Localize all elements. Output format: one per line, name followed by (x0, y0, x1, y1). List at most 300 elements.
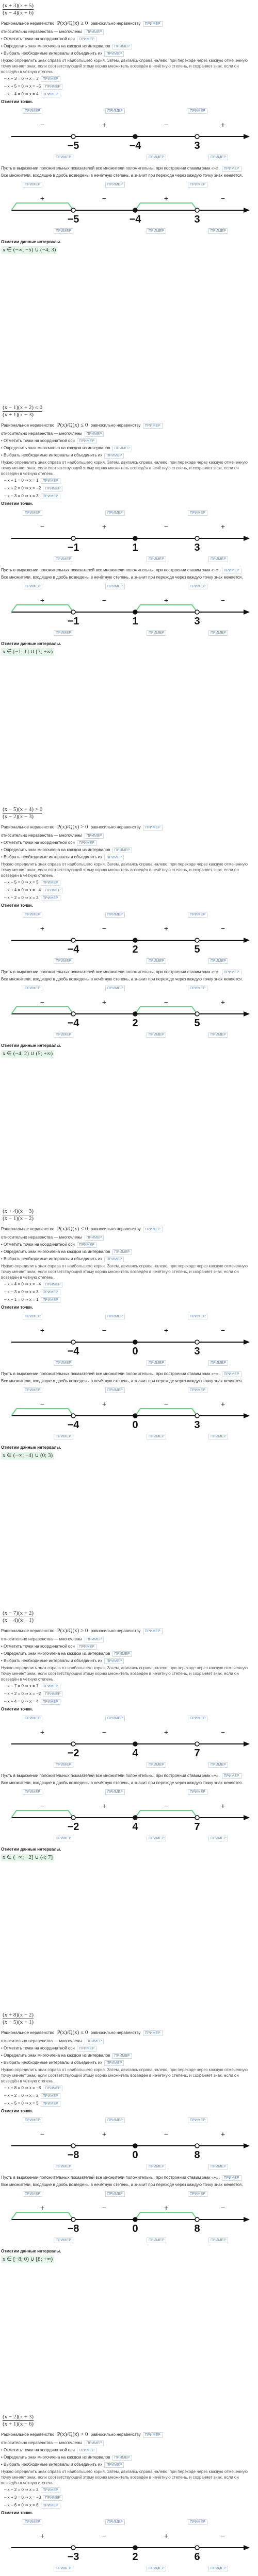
number-line (1, 509, 252, 565)
choose-line: • Выбрать необходимые интервалы и объединить их ПРИМЕР (1, 50, 252, 57)
example-link[interactable]: ПРИМЕР (143, 825, 163, 831)
example-link[interactable]: ПРИМЕР (222, 1371, 241, 1377)
axis-point (195, 610, 199, 614)
example-link[interactable]: ПРИМЕР (41, 1699, 60, 1705)
rule-text: Нужно определить знак справа от наибольшего корня. Затем, двигаясь справа налево, при переходе через каждую отмеченную точку меняет знак, если соответствующий этому корню множитель возведён в нечётную степень, и сохраняет знак, если он возведён в чётную степень. (1, 2469, 248, 2485)
example-link[interactable]: ПРИМЕР (85, 29, 104, 35)
solution-block (1, 2010, 252, 2264)
odd-degree-note: Все множители, входящие в дробь возведены в нечётную степень, а значит при переходе через каждую точку знак меняется. (1, 575, 243, 580)
axis-arrow (244, 938, 250, 943)
axis-arrow (244, 1741, 250, 1747)
odd-degree-note: Все множители, входящие в дробь возведены в нечётную степень, а значит при переходе через каждую точку знак меняется. (1, 1781, 243, 1785)
example-link[interactable]: ПРИМЕР (41, 880, 60, 886)
root-line: – x − 7 = 0 ⇒ x = 7 ПРИМЕР (4, 1683, 252, 1690)
example-link[interactable]: ПРИМЕР (222, 166, 241, 172)
equiv-line: относительно неравенства — многочлены ПРИМЕР (1, 2038, 252, 2045)
example-link[interactable]: ПРИМЕР (54, 2566, 73, 2571)
example-link[interactable]: ПРИМЕР (222, 1773, 241, 1779)
formula-numerator: (x + 3)(x + 5) (3, 3, 34, 9)
example-link[interactable]: ПРИМЕР (85, 2441, 104, 2446)
example-link[interactable]: ПРИМЕР (54, 1762, 73, 1768)
example-link[interactable]: ПРИМЕР (41, 76, 60, 82)
axis-point (133, 938, 137, 942)
example-link[interactable]: ПРИМЕР (147, 556, 166, 562)
example-link[interactable]: ПРИМЕР (112, 44, 132, 49)
example-link[interactable]: ПРИМЕР (23, 2117, 42, 2123)
formula-denominator: (x + 1)(x − 3) (3, 411, 42, 418)
example-link[interactable]: ПРИМЕР (112, 1249, 132, 1255)
example-link[interactable]: ПРИМЕР (77, 2046, 96, 2052)
example-link[interactable]: ПРИМЕР (143, 2030, 163, 2036)
example-link[interactable]: ПРИМЕР (208, 2164, 228, 2170)
solution-block (1, 1608, 252, 1862)
root-line: – x − 3 = 0 ⇒ x = 3 ПРИМЕР (4, 1289, 252, 1296)
plus-note-line: Пусть в выражении положительных показателей все множители положительны; при построении ставим знак «+». ПРИМЕР (1, 567, 252, 574)
axis-arrow (244, 1815, 250, 1820)
find-roots-line: • Отметить точки на координатной оси ПРИМЕР (1, 36, 252, 43)
interval-sign: + (164, 596, 169, 604)
example-link[interactable]: ПРИМЕР (23, 108, 42, 114)
answer-formula: x ∈ (−4; 2) ∪ (5; +∞) (1, 1050, 54, 1058)
example-link[interactable]: ПРИМЕР (188, 2117, 207, 2123)
interval-sign: + (220, 1802, 225, 1810)
example-link[interactable]: ПРИМЕР (208, 1836, 228, 1841)
example-link[interactable]: ПРИМЕР (112, 1651, 132, 1657)
interval-sign: − (164, 1802, 169, 1810)
odd-degree-note: Все множители, входящие в дробь возведены в нечётную степень, а значит при переходе через каждую точку знак меняется. (1, 2182, 243, 2187)
axis-point-label: −8 (67, 2223, 79, 2234)
example-link[interactable]: ПРИМЕР (105, 2519, 125, 2525)
root-line: – x − 2 = 0 ⇒ x = 2 ПРИМЕР (4, 895, 252, 902)
example-link[interactable]: ПРИМЕР (77, 37, 96, 42)
example-link[interactable]: ПРИМЕР (143, 21, 163, 27)
example-link[interactable]: ПРИМЕР (23, 2191, 42, 2197)
axis-arrow (244, 208, 250, 213)
axis-point (195, 1340, 199, 1344)
formula-numerator: (x − 1)(x + 2) ≤ 0 (3, 404, 43, 411)
example-link[interactable]: ПРИМЕР (41, 478, 60, 484)
number-line (1, 582, 252, 639)
axis-point-label: 8 (194, 2223, 200, 2234)
axis-point-label: 1 (132, 542, 138, 553)
problem-formula (1, 806, 44, 821)
axis-arrow (244, 2143, 250, 2148)
axis-point-label: 4 (132, 1821, 138, 1833)
example-link[interactable]: ПРИМЕР (105, 108, 125, 114)
formula-denominator: (x − 5)(x + 1) (3, 2019, 34, 2025)
example-link[interactable]: ПРИМЕР (54, 1836, 73, 1841)
example-link[interactable]: ПРИМЕР (41, 2503, 60, 2509)
mark-intervals-heading: Отметим данные интервалы. (1, 1847, 61, 1852)
rule-text: Нужно определить знак справа от наибольшего корня. Затем, двигаясь справа налево, при переходе через каждую отмеченную точку меняет знак, если соответствующий этому корню множитель возведён в нечётную степень, и сохраняет знак, если он возведён в чётную степень. (1, 1264, 248, 1280)
example-link[interactable]: ПРИМЕР (54, 1032, 73, 1038)
example-link[interactable]: ПРИМЕР (222, 2175, 241, 2181)
axis-point (133, 1816, 137, 1820)
example-link[interactable]: ПРИМЕР (85, 1235, 104, 1241)
example-link[interactable]: ПРИМЕР (23, 2519, 42, 2525)
axis-point (71, 1816, 75, 1820)
formula-numerator: (x − 2)(x + 3) (3, 2414, 34, 2420)
example-link[interactable]: ПРИМЕР (77, 1242, 96, 1248)
example-link[interactable]: ПРИМЕР (208, 1032, 228, 1038)
example-link[interactable]: ПРИМЕР (43, 2495, 62, 2501)
example-link[interactable]: ПРИМЕР (147, 2238, 166, 2243)
example-link[interactable]: ПРИМЕР (105, 1789, 125, 1795)
example-link[interactable]: ПРИМЕР (112, 2455, 132, 2461)
axis-point-label: −4 (129, 140, 141, 151)
example-link[interactable]: ПРИМЕР (104, 1658, 124, 1664)
rule-text: Нужно определить знак справа от наибольшего корня. Затем, двигаясь справа налево, при переходе через каждую отмеченную точку меняет знак, если соответствующий этому корню множитель возведён в нечётную степень, и сохраняет знак, если он возведён в чётную степень. (1, 460, 248, 476)
example-link[interactable]: ПРИМЕР (143, 2432, 163, 2438)
example-link[interactable]: ПРИМЕР (41, 494, 60, 499)
number-line (1, 1312, 252, 1369)
axis-arrow (244, 536, 250, 541)
example-link[interactable]: ПРИМЕР (41, 92, 60, 97)
example-link[interactable]: ПРИМЕР (188, 108, 207, 114)
axis-point-label: −5 (67, 214, 79, 225)
equiv-line: относительно неравенства — многочлены ПРИМЕР (1, 2440, 252, 2447)
solution-block (1, 403, 252, 657)
plus-note-line: Пусть в выражении положительных показателей все множители положительны; при построении ставим знак «+». ПРИМЕР (1, 1773, 252, 1780)
example-link[interactable]: ПРИМЕР (23, 986, 42, 991)
selected-interval (11, 1007, 73, 1014)
example-link[interactable]: ПРИМЕР (23, 1387, 42, 1393)
example-link[interactable]: ПРИМЕР (112, 848, 132, 853)
interval-sign: + (164, 2204, 169, 2212)
axis-point-label: −2 (67, 1821, 79, 1833)
interval-sign: − (102, 596, 107, 604)
example-link[interactable]: ПРИМЕР (188, 510, 207, 516)
example-link[interactable]: ПРИМЕР (54, 2238, 73, 2243)
axis-point (71, 1340, 75, 1344)
intro-formula: P(x)/Q(x) ≤ 0 (57, 2029, 88, 2036)
example-link[interactable]: ПРИМЕР (147, 2566, 166, 2571)
example-link[interactable]: ПРИМЕР (41, 1297, 60, 1303)
formula-denominator: (x − 4)(x + 6) (3, 10, 34, 16)
example-link[interactable]: ПРИМЕР (208, 2566, 228, 2571)
interval-sign: − (102, 194, 107, 202)
example-link[interactable]: ПРИМЕР (208, 958, 228, 964)
example-link[interactable]: ПРИМЕР (23, 912, 42, 918)
example-link[interactable]: ПРИМЕР (208, 1360, 228, 1366)
example-link[interactable]: ПРИМЕР (43, 888, 62, 893)
interval-sign: + (102, 2130, 107, 2138)
example-link[interactable]: ПРИМЕР (54, 556, 73, 562)
axis-arrow (244, 1340, 250, 1345)
example-link[interactable]: ПРИМЕР (43, 486, 62, 492)
axis-point-label: 4 (132, 1748, 138, 1759)
example-link[interactable]: ПРИМЕР (147, 1434, 166, 1439)
formula-denominator: (x + 1)(x − 6) (3, 2421, 34, 2427)
mark-points-heading: Отметим точки. (1, 1707, 33, 1711)
example-link[interactable]: ПРИМЕР (54, 630, 73, 636)
interval-sign: + (164, 1728, 169, 1736)
example-link[interactable]: ПРИМЕР (54, 958, 73, 964)
example-link[interactable]: ПРИМЕР (85, 2039, 104, 2044)
axis-point-label: 7 (194, 1821, 200, 1833)
example-link[interactable]: ПРИМЕР (23, 1716, 42, 1721)
interval-sign: − (220, 1728, 225, 1736)
example-link[interactable]: ПРИМЕР (104, 2462, 124, 2468)
choose-line: • Выбрать необходимые интервалы и объединить их ПРИМЕР (1, 1256, 252, 1263)
problem-formula (1, 2, 35, 17)
example-link[interactable]: ПРИМЕР (188, 1716, 207, 1721)
equiv-line: относительно неравенства — многочлены ПРИМЕР (1, 1234, 252, 1241)
example-link[interactable]: ПРИМЕР (41, 2101, 60, 2107)
example-link[interactable]: ПРИМЕР (104, 855, 124, 860)
interval-sign: + (40, 2532, 45, 2540)
odd-degree-note: Все множители, входящие в дробь возведены в нечётную степень, а значит при переходе через каждую точку знак меняется. (1, 173, 243, 178)
example-link[interactable]: ПРИМЕР (23, 1314, 42, 1319)
example-link[interactable]: ПРИМЕР (105, 182, 125, 188)
root-line: – x − 5 = 0 ⇒ x = 5 ПРИМЕР (4, 2100, 252, 2107)
intro-line: Рациональное неравенство P(x)/Q(x) > 0 равносильно неравенству ПРИМЕР (1, 822, 252, 832)
selected-interval (135, 2212, 197, 2219)
axis-point-label: 7 (194, 1748, 200, 1759)
example-link[interactable]: ПРИМЕР (147, 155, 166, 160)
interval-sign: − (40, 998, 45, 1006)
axis-point (133, 1012, 137, 1016)
example-link[interactable]: ПРИМЕР (143, 1629, 163, 1634)
intro-formula: P(x)/Q(x) ≥ 0 (57, 1628, 88, 1634)
solution-block (1, 2412, 252, 2576)
formula-denominator: (x − 4)(x − 1) (3, 1617, 34, 1623)
interval-sign: + (40, 1326, 45, 1334)
interval-sign: + (164, 924, 169, 933)
example-link[interactable]: ПРИМЕР (105, 2117, 125, 2123)
axis-point (71, 536, 75, 540)
axis-point-label: −4 (67, 1346, 79, 1357)
rule-text: Нужно определить знак справа от наибольшего корня. Затем, двигаясь справа налево, при переходе через каждую отмеченную точку меняет знак, если соответствующий этому корню множитель возведён в нечётную степень, и сохраняет знак, если он возведён в чётную степень. (1, 2067, 248, 2083)
example-link[interactable]: ПРИМЕР (41, 2487, 60, 2493)
example-link[interactable]: ПРИМЕР (188, 1314, 207, 1319)
example-link[interactable]: ПРИМЕР (208, 1762, 228, 1768)
axis-point (195, 2144, 199, 2148)
mark-intervals-heading: Отметим данные интервалы. (1, 1043, 61, 1048)
example-link[interactable]: ПРИМЕР (188, 1387, 207, 1393)
axis-point-label: −2 (67, 1748, 79, 1759)
axis-point (71, 2546, 75, 2550)
choose-line: • Выбрать необходимые интервалы и объединить их ПРИМЕР (1, 854, 252, 861)
equiv-line: относительно неравенства — многочлены ПРИМЕР (1, 29, 252, 36)
root-line: – x − 6 = 0 ⇒ x = 6 ПРИМЕР (4, 2502, 252, 2509)
example-link[interactable]: ПРИМЕР (105, 584, 125, 589)
problem-formula (1, 1208, 35, 1223)
example-link[interactable]: ПРИМЕР (41, 2093, 60, 2099)
axis-point-label: 8 (194, 2149, 200, 2161)
example-link[interactable]: ПРИМЕР (43, 2086, 62, 2091)
number-line (1, 2116, 252, 2173)
root-line: – x + 2 = 0 ⇒ x = −2 ПРИМЕР (4, 1691, 252, 1698)
interval-sign: − (220, 596, 225, 604)
intro-formula: P(x)/Q(x) > 0 (57, 824, 88, 830)
mark-intervals-heading: Отметим данные интервалы. (1, 240, 61, 244)
interval-sign: − (40, 121, 45, 129)
interval-sign: + (40, 194, 45, 202)
example-link[interactable]: ПРИМЕР (105, 2191, 125, 2197)
example-link[interactable]: ПРИМЕР (188, 986, 207, 991)
axis-point (71, 208, 75, 212)
example-link[interactable]: ПРИМЕР (143, 1227, 163, 1232)
example-link[interactable]: ПРИМЕР (222, 568, 241, 573)
solution-block (1, 1, 252, 255)
example-link[interactable]: ПРИМЕР (208, 630, 228, 636)
root-line: – x − 1 = 0 ⇒ x = 1 ПРИМЕР (4, 478, 252, 484)
example-link[interactable]: ПРИМЕР (147, 1032, 166, 1038)
example-link[interactable]: ПРИМЕР (208, 1434, 228, 1439)
axis-arrow (244, 609, 250, 615)
axis-point-label: 0 (132, 2149, 138, 2161)
interval-sign: + (220, 522, 225, 531)
example-link[interactable]: ПРИМЕР (208, 2238, 228, 2243)
answer-formula: x ∈ (−∞; −2] ∪ (4; 7] (1, 1854, 54, 1861)
number-line (1, 984, 252, 1041)
formula-numerator: (x + 8)(x − 2) (3, 2012, 34, 2018)
example-link[interactable]: ПРИМЕР (147, 958, 166, 964)
axis-point (133, 2546, 137, 2550)
example-link[interactable]: ПРИМЕР (188, 2519, 207, 2525)
axis-point-label: 3 (194, 616, 200, 627)
root-line: – x − 1 = 0 ⇒ x = 1 ПРИМЕР (4, 1297, 252, 1303)
det-sign-line: • Определить знак многочлена на каждом из интервалов ПРИМЕР (1, 1651, 252, 1657)
axis-point-label: 0 (132, 2223, 138, 2234)
axis-point-label: 6 (194, 2551, 200, 2563)
interval-sign: + (102, 1802, 107, 1810)
axis-point-label: −3 (67, 2551, 79, 2563)
axis-point-label: −1 (67, 542, 79, 553)
example-link[interactable]: ПРИМЕР (147, 2164, 166, 2170)
example-link[interactable]: ПРИМЕР (112, 446, 132, 451)
axis-point (133, 1414, 137, 1418)
problem-formula (1, 404, 44, 419)
example-link[interactable]: ПРИМЕР (23, 1789, 42, 1795)
example-link[interactable]: ПРИМЕР (85, 431, 104, 437)
example-link[interactable]: ПРИМЕР (85, 833, 104, 839)
interval-sign: − (220, 2532, 225, 2540)
axis-point-label: −8 (67, 2149, 79, 2161)
example-link[interactable]: ПРИМЕР (105, 912, 125, 918)
example-link[interactable]: ПРИМЕР (147, 1762, 166, 1768)
example-link[interactable]: ПРИМЕР (77, 1644, 96, 1650)
example-link[interactable]: ПРИМЕР (104, 1257, 124, 1262)
example-link[interactable]: ПРИМЕР (104, 453, 124, 459)
example-link[interactable]: ПРИМЕР (147, 228, 166, 234)
example-link[interactable]: ПРИМЕР (188, 1789, 207, 1795)
axis-point (133, 1340, 137, 1344)
example-link[interactable]: ПРИМЕР (104, 2060, 124, 2066)
axis-point-label: 0 (132, 1419, 138, 1431)
det-sign-line: • Определить знак многочлена на каждом из интервалов ПРИМЕР (1, 2053, 252, 2059)
example-link[interactable]: ПРИМЕР (208, 228, 228, 234)
example-link[interactable]: ПРИМЕР (112, 2053, 132, 2059)
intro-formula: P(x)/Q(x) < 0 (57, 1226, 88, 1232)
number-line (1, 1714, 252, 1771)
example-link[interactable]: ПРИМЕР (188, 182, 207, 188)
example-link[interactable]: ПРИМЕР (43, 1282, 62, 1287)
mark-points-heading: Отметим точки. (1, 501, 33, 506)
axis-point (71, 1414, 75, 1418)
example-link[interactable]: ПРИМЕР (77, 438, 96, 444)
interval-sign: + (40, 596, 45, 604)
axis-point-label: 2 (132, 944, 138, 955)
example-link[interactable]: ПРИМЕР (105, 1314, 125, 1319)
example-link[interactable]: ПРИМЕР (105, 1387, 125, 1393)
axis-point (195, 2546, 199, 2550)
example-link[interactable]: ПРИМЕР (23, 510, 42, 516)
example-link[interactable]: ПРИМЕР (188, 2191, 207, 2197)
interval-sign: + (164, 1326, 169, 1334)
example-link[interactable]: ПРИМЕР (105, 986, 125, 991)
interval-sign: − (40, 2130, 45, 2138)
example-link[interactable]: ПРИМЕР (54, 1360, 73, 1366)
example-link[interactable]: ПРИМЕР (41, 895, 60, 901)
example-link[interactable]: ПРИМЕР (222, 970, 241, 975)
axis-arrow (244, 2217, 250, 2222)
example-link[interactable]: ПРИМЕР (54, 1434, 73, 1439)
interval-sign: − (164, 522, 169, 531)
example-link[interactable]: ПРИМЕР (41, 1684, 60, 1689)
example-link[interactable]: ПРИМЕР (188, 912, 207, 918)
interval-sign: − (102, 1728, 107, 1736)
interval-sign: − (164, 121, 169, 129)
intro-line: Рациональное неравенство P(x)/Q(x) ≥ 0 равносильно неравенству ПРИМЕР (1, 19, 252, 28)
example-link[interactable]: ПРИМЕР (23, 584, 42, 589)
selected-interval (135, 1810, 197, 1818)
det-sign-line: • Определить знак многочлена на каждом из интервалов ПРИМЕР (1, 445, 252, 452)
example-link[interactable]: ПРИМЕР (54, 2164, 73, 2170)
example-link[interactable]: ПРИМЕР (85, 1637, 104, 1642)
example-link[interactable]: ПРИМЕР (105, 510, 125, 516)
example-link[interactable]: ПРИМЕР (188, 584, 207, 589)
equiv-line: относительно неравенства — многочлены ПРИМЕР (1, 431, 252, 437)
number-line (1, 1386, 252, 1443)
example-link[interactable]: ПРИМЕР (143, 423, 163, 429)
axis-point (133, 2217, 137, 2222)
axis-point-label: 2 (132, 1018, 138, 1029)
axis-point-label: 3 (194, 542, 200, 553)
number-line (1, 107, 252, 163)
example-link[interactable]: ПРИМЕР (208, 155, 228, 160)
find-roots-line: • Отметить точки на координатной оси ПРИМЕР (1, 1643, 252, 1650)
axis-point-label: 3 (194, 1419, 200, 1431)
example-link[interactable]: ПРИМЕР (77, 840, 96, 846)
example-link[interactable]: ПРИМЕР (54, 155, 73, 160)
example-link[interactable]: ПРИМЕР (104, 51, 124, 57)
selected-interval (11, 203, 73, 210)
example-link[interactable]: ПРИМЕР (208, 556, 228, 562)
example-link[interactable]: ПРИМЕР (77, 2448, 96, 2453)
example-link[interactable]: ПРИМЕР (23, 182, 42, 188)
example-link[interactable]: ПРИМЕР (54, 228, 73, 234)
example-link[interactable]: ПРИМЕР (41, 1290, 60, 1295)
axis-point (133, 536, 137, 540)
axis-point-label: −4 (129, 214, 141, 225)
example-link[interactable]: ПРИМЕР (105, 1716, 125, 1721)
axis-point-label: 0 (132, 1346, 138, 1357)
example-link[interactable]: ПРИМЕР (43, 1691, 62, 1697)
axis-arrow (244, 134, 250, 139)
interval-sign: + (40, 2204, 45, 2212)
example-link[interactable]: ПРИМЕР (147, 1836, 166, 1841)
example-link[interactable]: ПРИМЕР (147, 630, 166, 636)
selected-interval (135, 605, 197, 612)
root-line: – x + 5 = 0 ⇒ x = −5 ПРИМЕР (4, 83, 252, 90)
example-link[interactable]: ПРИМЕР (147, 1360, 166, 1366)
axis-point (71, 1012, 75, 1016)
axis-point-label: 3 (194, 140, 200, 151)
odd-degree-note: Все множители, входящие в дробь возведены в нечётную степень, а значит при переходе через каждую точку знак меняется. (1, 1379, 243, 1383)
example-link[interactable]: ПРИМЕР (43, 84, 62, 90)
